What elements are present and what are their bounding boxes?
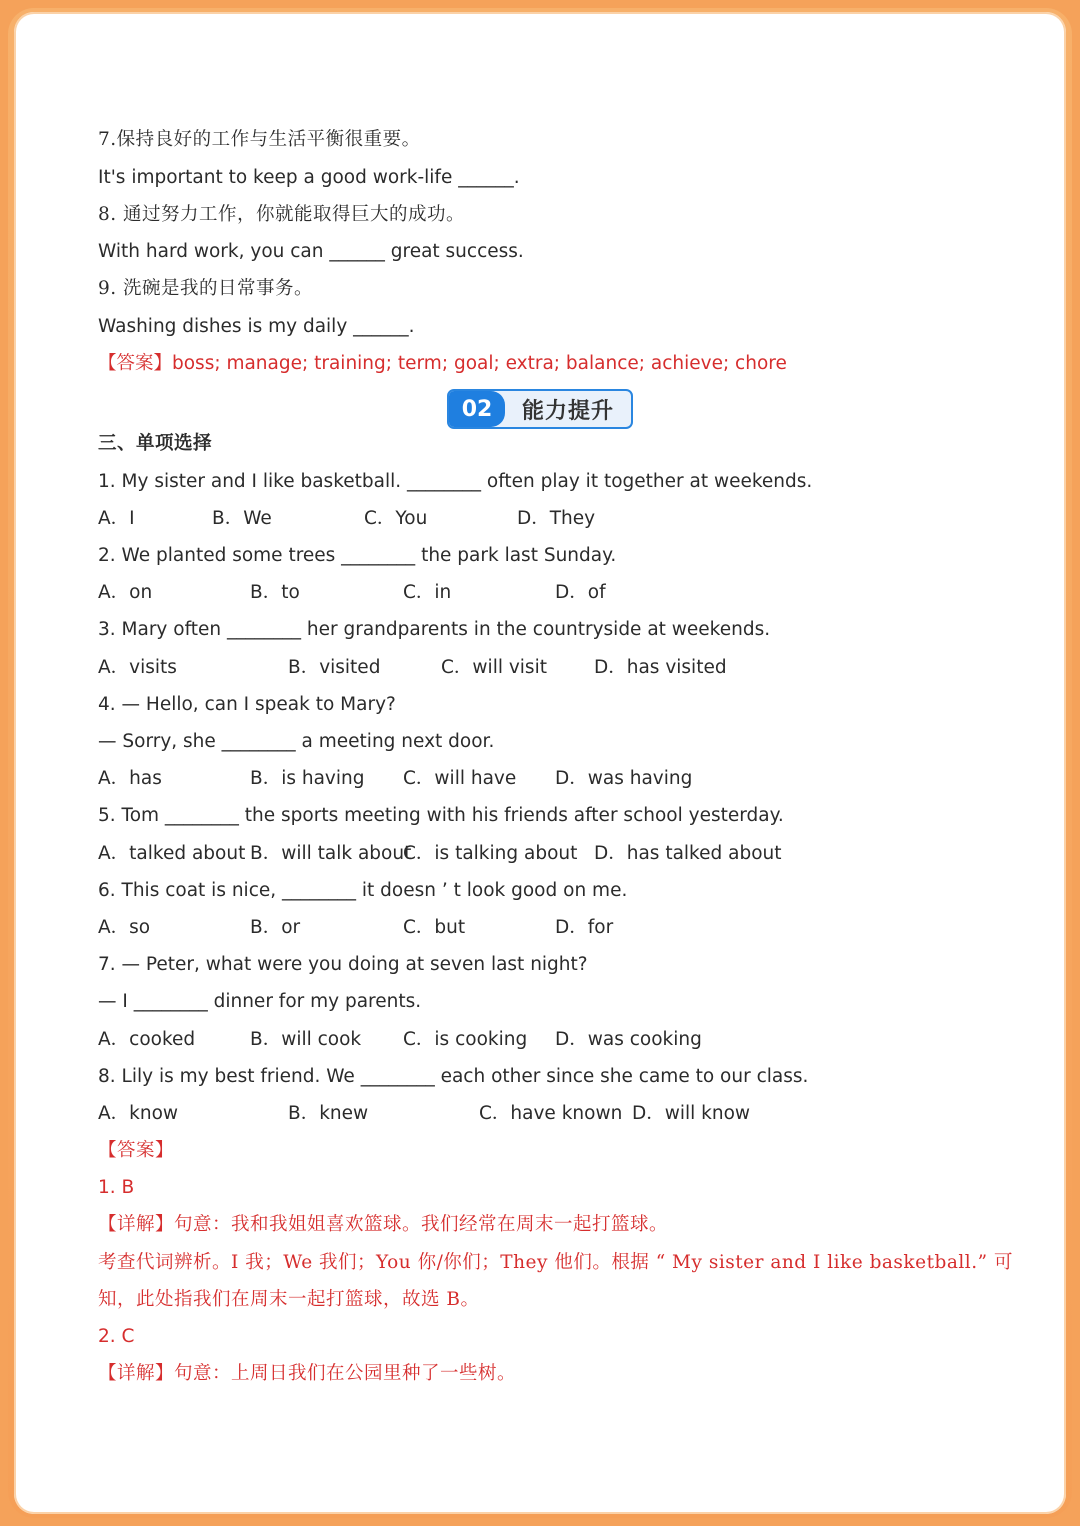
answer-key: 【答案】boss; manage; training; term; goal; extra; balance; achieve; chore bbox=[98, 353, 787, 374]
option-d: D．will know bbox=[632, 1103, 751, 1124]
option-d: D．was having bbox=[555, 768, 693, 789]
question-stem: 5. Tom ________ the sports meeting with his friends after school yesterday. bbox=[98, 805, 784, 826]
option-b: B．or bbox=[250, 917, 301, 938]
question-stem: 4. — Hello, can I speak to Mary? bbox=[98, 694, 396, 715]
option-d: D．was cooking bbox=[555, 1029, 702, 1050]
answer-1-detail: 【详解】句意：我和我姐姐喜欢篮球。我们经常在周末一起打篮球。 bbox=[98, 1214, 669, 1235]
option-d: D．of bbox=[555, 582, 606, 603]
option-d: D．has talked about bbox=[594, 843, 782, 864]
answer-1: 1. B bbox=[98, 1177, 135, 1198]
option-c: C．will visit bbox=[441, 657, 547, 678]
option-a: A．so bbox=[98, 917, 151, 938]
option-a: A．on bbox=[98, 582, 153, 603]
option-c: C．but bbox=[403, 917, 466, 938]
option-c: C．have known bbox=[479, 1103, 623, 1124]
option-c: C．in bbox=[403, 582, 452, 603]
options-row bbox=[98, 580, 898, 606]
question-7-chinese: 7.保持良好的工作与生活平衡很重要。 bbox=[98, 129, 421, 150]
question-stem-reply: — Sorry, she ________ a meeting next door. bbox=[98, 731, 495, 752]
option-a: A．visits bbox=[98, 657, 177, 678]
options-row bbox=[98, 506, 898, 532]
option-b: B．will cook bbox=[250, 1029, 362, 1050]
options-row bbox=[98, 841, 898, 867]
badge-number: 02 bbox=[449, 391, 505, 427]
question-stem: 6. This coat is nice, ________ it doesn ’ t look good on me. bbox=[98, 880, 628, 901]
option-c: C．is talking about bbox=[403, 843, 578, 864]
question-9-chinese: 9. 洗碗是我的日常事务。 bbox=[98, 278, 314, 299]
question-stem: 1. My sister and I like basketball. ________ often play it together at weekends. bbox=[98, 471, 813, 492]
options-row bbox=[98, 655, 898, 681]
option-b: B．to bbox=[250, 582, 300, 603]
option-b: B．is having bbox=[250, 768, 365, 789]
option-b: B．will talk about bbox=[250, 843, 412, 864]
question-9-english: Washing dishes is my daily ______. bbox=[98, 316, 415, 337]
question-stem-reply: — I ________ dinner for my parents. bbox=[98, 991, 422, 1012]
answer-2-detail: 【详解】句意：上周日我们在公园里种了一些树。 bbox=[98, 1363, 517, 1384]
badge-label: 能力提升 bbox=[521, 398, 614, 424]
option-d: D．has visited bbox=[594, 657, 727, 678]
option-d: D．for bbox=[555, 917, 614, 938]
section-badge bbox=[447, 389, 633, 429]
option-a: A．talked about bbox=[98, 843, 246, 864]
option-c: C．will have bbox=[403, 768, 517, 789]
answer-1-analysis: 考查代词辨析。I 我；We 我们；You 你/你们；They 他们。根据 “ My sister and I like basketball.” 可 bbox=[98, 1252, 1013, 1273]
question-stem: 3. Mary often ________ her grandparents in the countryside at weekends. bbox=[98, 619, 771, 640]
question-stem: 8. Lily is my best friend. We ________ each other since she came to our class. bbox=[98, 1066, 809, 1087]
option-b: B．visited bbox=[288, 657, 381, 678]
answers-header: 【答案】 bbox=[98, 1140, 175, 1161]
options-row bbox=[98, 1101, 898, 1127]
option-a: A．know bbox=[98, 1103, 179, 1124]
options-row bbox=[98, 1027, 898, 1053]
option-c: C．You bbox=[364, 508, 428, 529]
question-8-chinese: 8. 通过努力工作，你就能取得巨大的成功。 bbox=[98, 204, 466, 225]
option-a: A．cooked bbox=[98, 1029, 196, 1050]
option-a: A．I bbox=[98, 508, 135, 529]
options-row bbox=[98, 915, 898, 941]
option-b: B．We bbox=[212, 508, 272, 529]
option-c: C．is cooking bbox=[403, 1029, 528, 1050]
question-stem: 7. — Peter, what were you doing at seven last night? bbox=[98, 954, 588, 975]
question-stem: 2. We planted some trees ________ the park last Sunday. bbox=[98, 545, 617, 566]
answer-2: 2. C bbox=[98, 1326, 135, 1347]
section-title: 三、单项选择 bbox=[98, 433, 213, 454]
question-8-english: With hard work, you can ______ great success. bbox=[98, 241, 524, 262]
option-d: D．They bbox=[517, 508, 596, 529]
answer-1-analysis-cont: 知，此处指我们在周末一起打篮球，故选 B。 bbox=[98, 1289, 480, 1310]
options-row bbox=[98, 766, 898, 792]
option-a: A．has bbox=[98, 768, 162, 789]
question-7-english: It's important to keep a good work-life ______. bbox=[98, 167, 520, 188]
option-b: B．knew bbox=[288, 1103, 369, 1124]
